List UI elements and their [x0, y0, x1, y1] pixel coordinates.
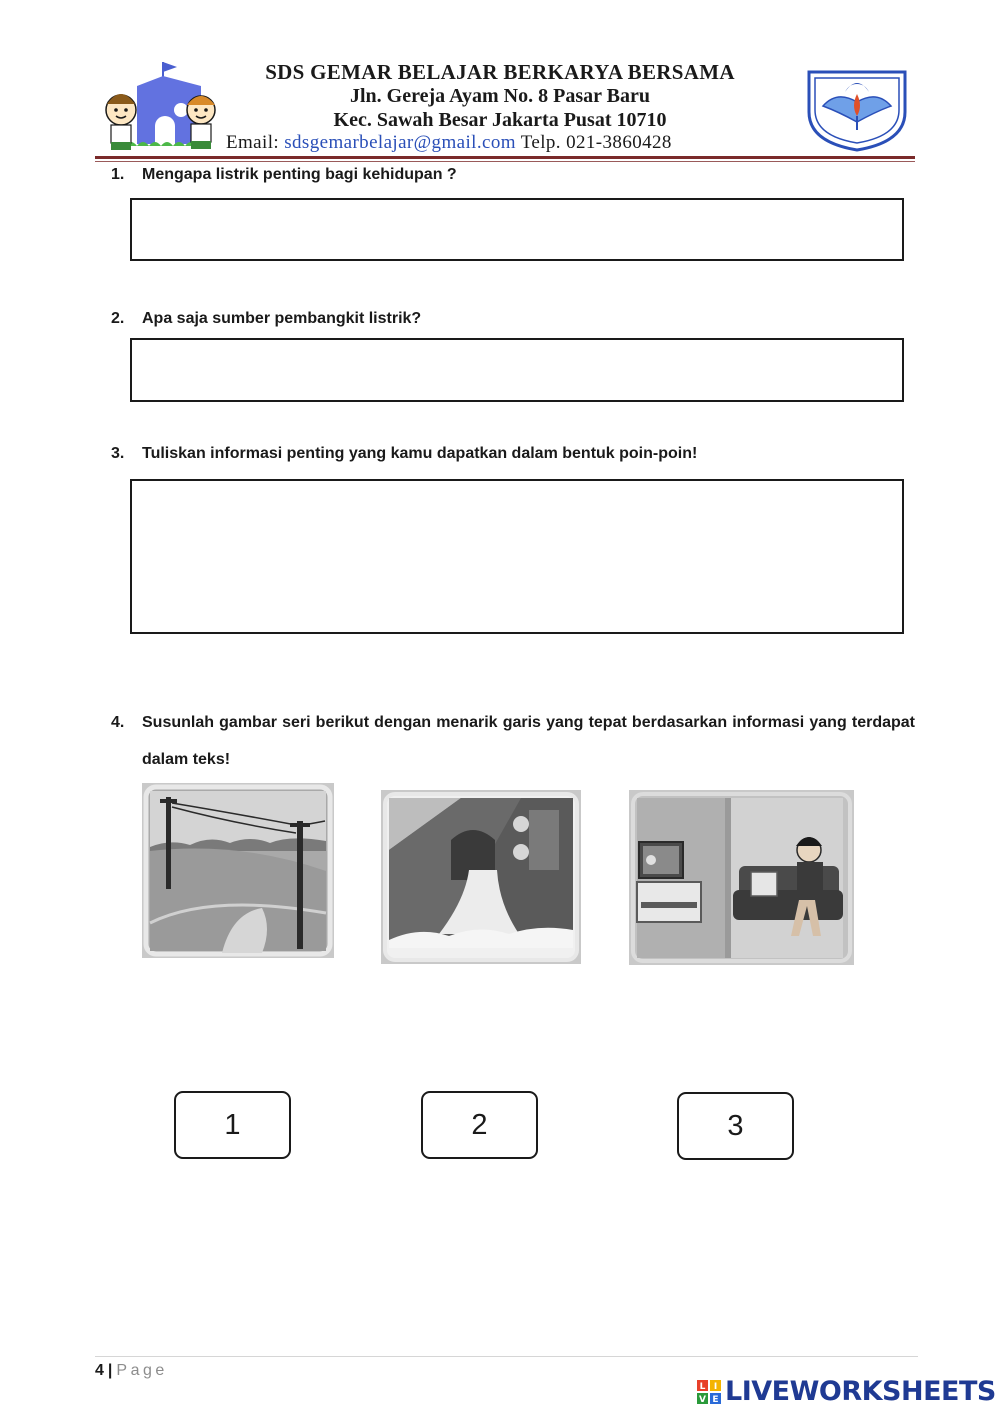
- number-box-2[interactable]: 2: [421, 1091, 538, 1159]
- answer-box-3[interactable]: [130, 479, 904, 634]
- question-text: Apa saja sumber pembangkit listrik?: [142, 310, 422, 327]
- page-footer: [95, 1362, 168, 1380]
- question-number: 1.: [111, 166, 125, 183]
- question-4: [111, 704, 915, 778]
- phone-number: Telp. 021-3860428: [520, 132, 672, 153]
- header-rule: [95, 156, 915, 159]
- answer-box-2[interactable]: [130, 338, 904, 402]
- picture-watching-tv[interactable]: [629, 790, 854, 965]
- number-box-1[interactable]: 1: [174, 1091, 291, 1159]
- answer-box-1[interactable]: [130, 198, 904, 261]
- svg-text:L: L: [699, 1382, 706, 1392]
- svg-text:V: V: [699, 1395, 706, 1404]
- page-separator: |: [107, 1362, 113, 1379]
- svg-text:E: E: [712, 1395, 719, 1404]
- question-number: 4.: [111, 714, 125, 731]
- picture-power-lines[interactable]: [142, 783, 334, 958]
- question-2: [111, 310, 421, 328]
- picture-hydro-dam[interactable]: [381, 790, 581, 964]
- svg-text:I: I: [713, 1382, 718, 1392]
- page-word: Page: [116, 1362, 168, 1379]
- question-1: [111, 166, 457, 184]
- question-text: Susunlah gambar seri berikut dengan menarik garis yang tepat berdasarkan informasi yang terdapat dalam teks!: [142, 714, 915, 768]
- email-link[interactable]: sdsgemarbelajar@gmail.com: [284, 132, 516, 153]
- liveworksheets-icon: [697, 1380, 721, 1404]
- liveworksheets-wordmark: LIVEWORKSHEETS: [725, 1376, 996, 1407]
- question-text: Tuliskan informasi penting yang kamu dapatkan dalam bentuk poin-poin!: [142, 445, 698, 462]
- question-number: 3.: [111, 445, 125, 462]
- page-number: 4: [95, 1362, 104, 1379]
- number-box-3[interactable]: 3: [677, 1092, 794, 1160]
- tut-wuri-emblem: [801, 64, 913, 152]
- school-logo-left: [97, 58, 225, 154]
- question-text: Mengapa listrik penting bagi kehidupan ?: [142, 166, 457, 183]
- footer-rule: [95, 1356, 918, 1357]
- header-rule-thin: [95, 161, 915, 162]
- email-label: Email:: [226, 132, 280, 153]
- school-address-line2: Kec. Sawah Besar Jakarta Pusat 10710: [333, 109, 667, 131]
- question-3: [111, 445, 697, 463]
- school-name: SDS GEMAR BELAJAR BERKARYA BERSAMA: [265, 60, 735, 84]
- school-contact: [226, 132, 786, 154]
- liveworksheets-logo: [697, 1377, 996, 1407]
- school-address-line1: Jln. Gereja Ayam No. 8 Pasar Baru: [350, 85, 650, 107]
- question-number: 2.: [111, 310, 125, 327]
